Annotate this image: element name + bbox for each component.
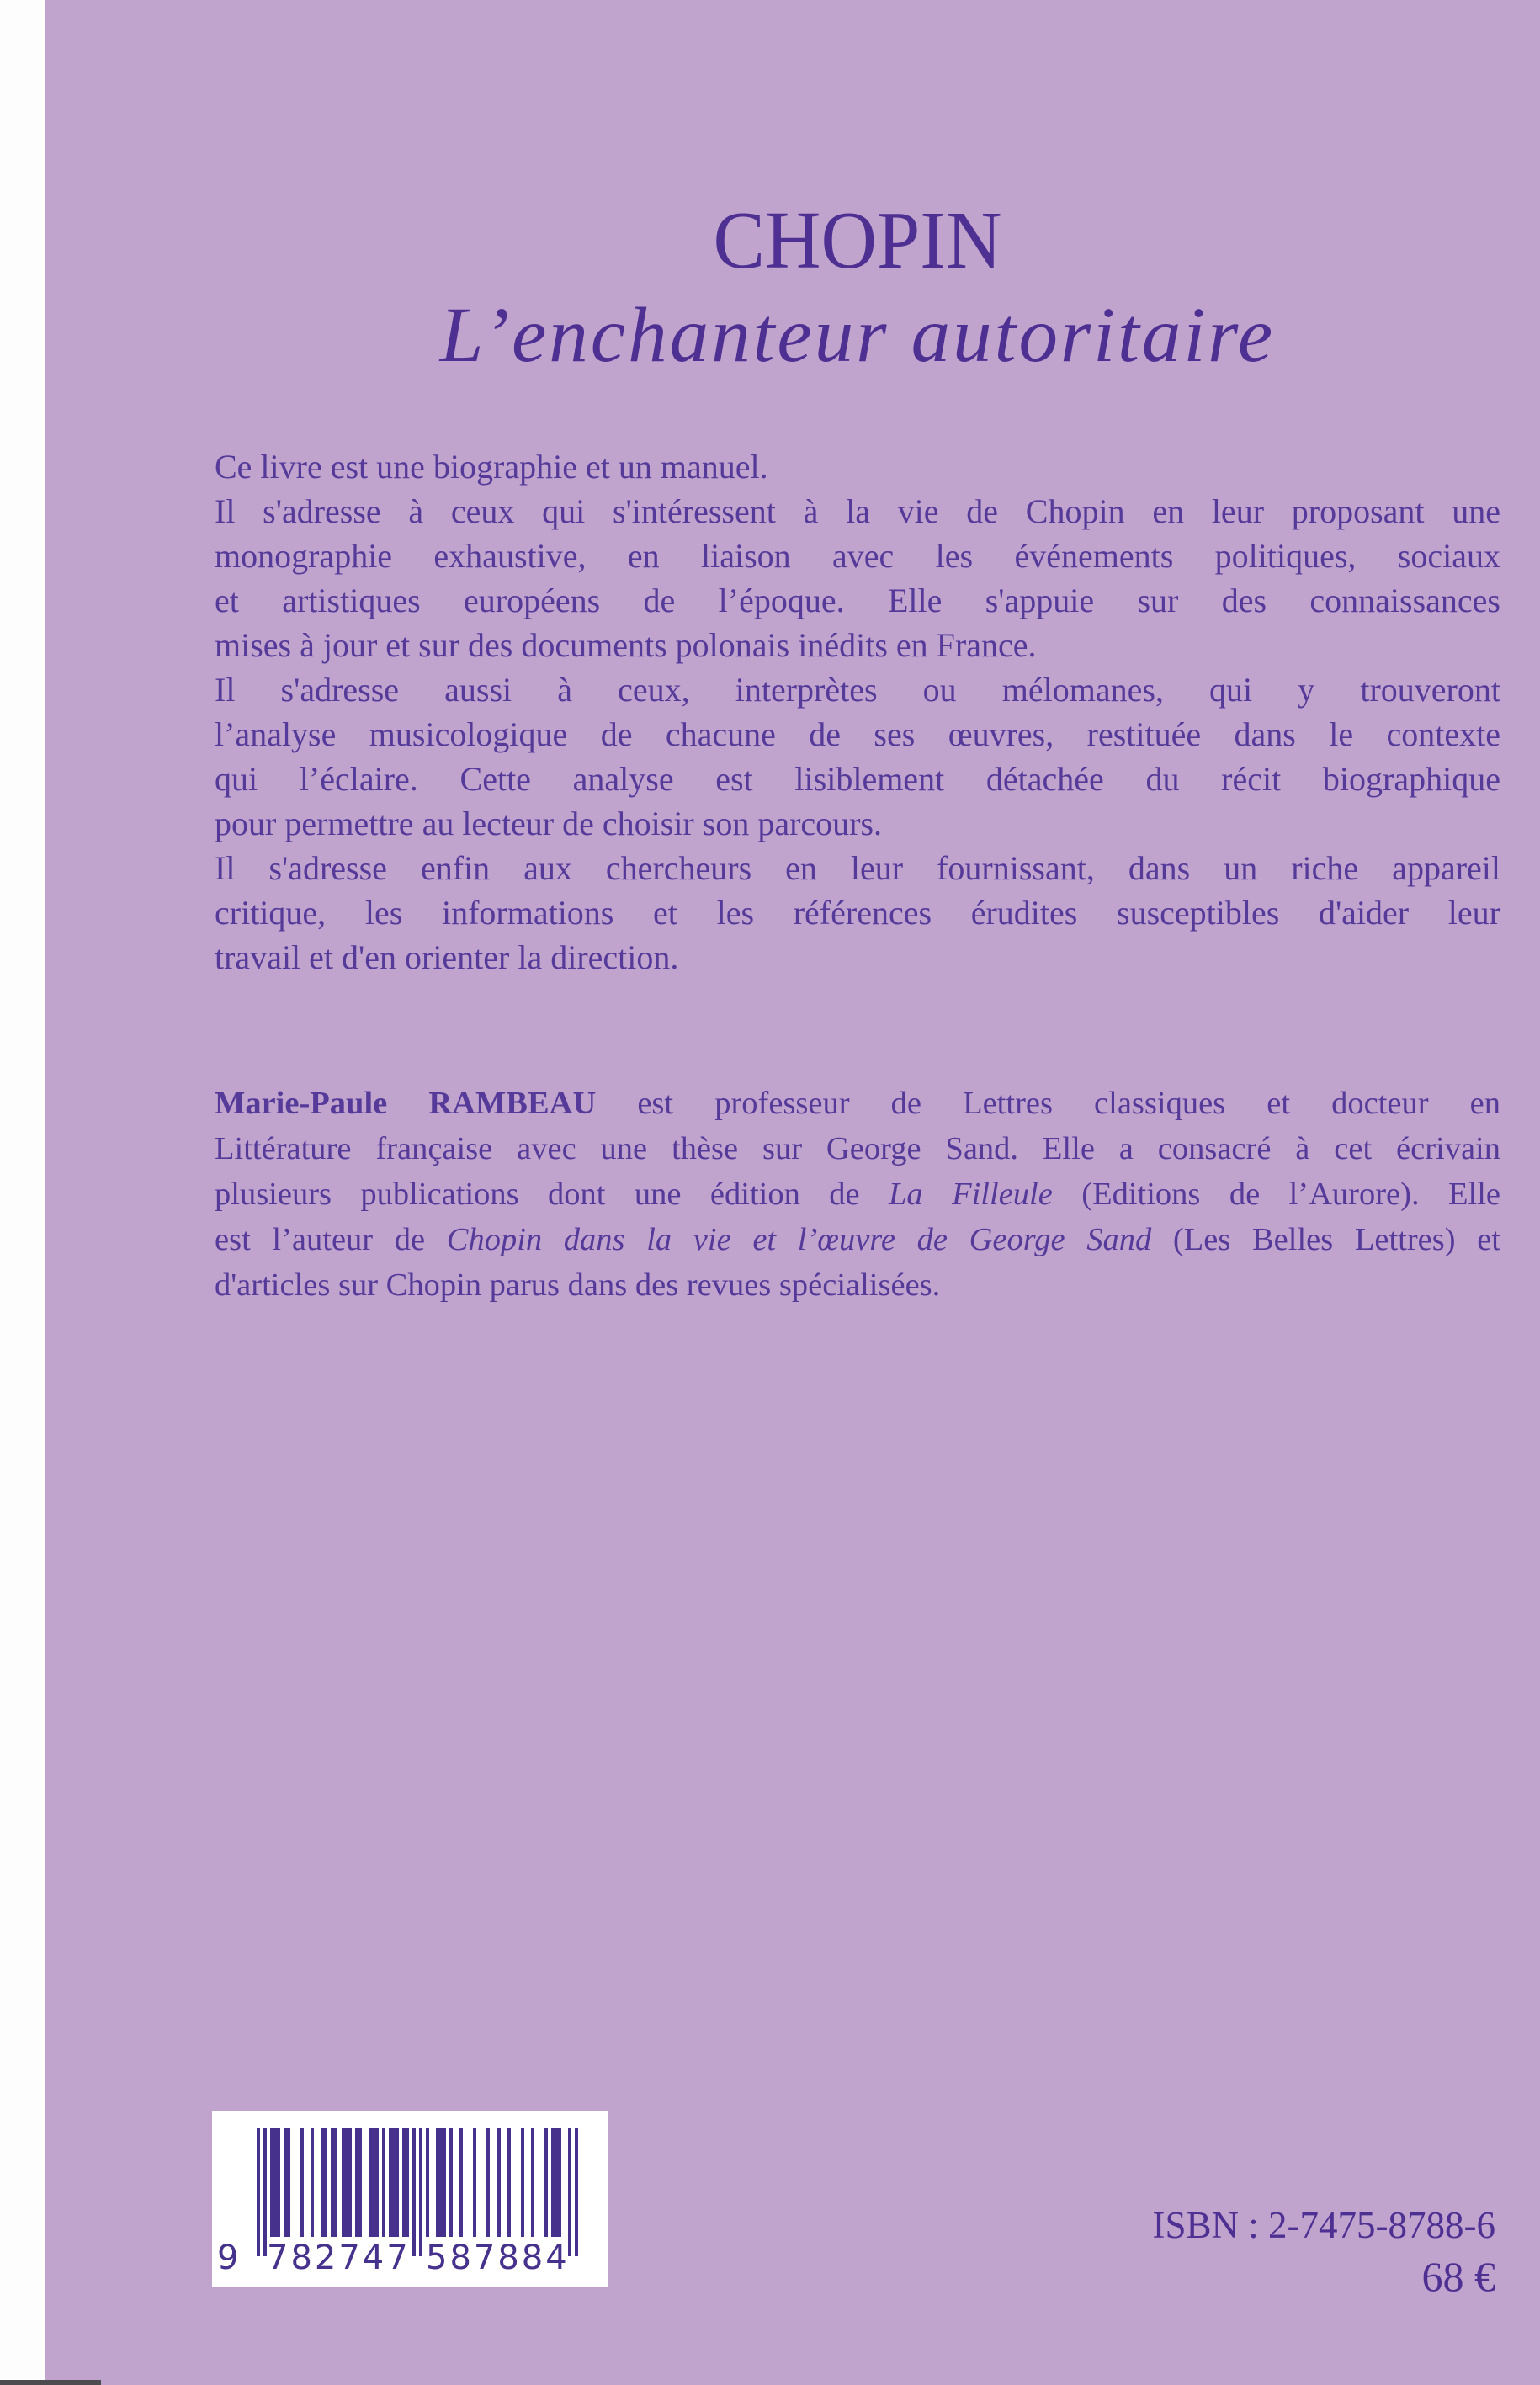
text-line: l’analyse musicologique de chacune de ses œuvres, restituée dans le contexte [215, 715, 1500, 753]
barcode-bar [449, 2128, 453, 2237]
barcode-panel [212, 2111, 608, 2287]
barcode-bar [551, 2128, 561, 2237]
text-line: et artistiques européens de l’époque. Elle s'appuie sur des connaissances [215, 582, 1500, 619]
barcode-bar [257, 2128, 260, 2256]
text-line: monographie exhaustive, en liaison avec les événements politiques, sociaux [215, 537, 1500, 575]
barcode-bar [575, 2128, 578, 2256]
text-line: Il s'adresse aussi à ceux, interprètes ou mélomanes, qui y trouveront [215, 671, 1500, 709]
isbn-text: ISBN : 2-7475-8788-6 [1152, 2204, 1495, 2246]
text-line: Il s'adresse à ceux qui s'intéressent à la vie de Chopin en leur proposant une [215, 492, 1500, 530]
barcode-bar [321, 2128, 327, 2237]
barcode-bar [459, 2128, 463, 2237]
barcode-bar [568, 2128, 571, 2256]
barcode-bar [300, 2128, 304, 2237]
page-title: CHOPIN [713, 195, 1002, 285]
barcode-bar [497, 2128, 500, 2237]
barcode-bar [311, 2128, 314, 2237]
barcode-digits-right: 587884 [426, 2239, 570, 2277]
barcode-bars [257, 2128, 578, 2256]
scan-artifact-strip [0, 2380, 101, 2385]
barcode-bar [531, 2128, 534, 2237]
barcode-bar [331, 2128, 337, 2237]
barcode-bar [270, 2128, 280, 2237]
text-line: d'articles sur Chopin parus dans des revues spécialisées. [215, 1267, 941, 1303]
barcode-bar [436, 2128, 446, 2237]
barcode-bar [382, 2128, 385, 2237]
price-text: 68 € [1421, 2253, 1495, 2300]
text-line: pour permettre au lecteur de choisir son parcours. [215, 805, 883, 842]
text-line: est l’auteur de Chopin dans la vie et l’œuvre de George Sand (Les Belles Lettres) et [215, 1222, 1501, 1257]
text-line: Ce livre est une biographie et un manuel. [215, 448, 768, 486]
barcode-bar [355, 2128, 362, 2237]
text-line: Marie-Paule RAMBEAU est professeur de Lettres classiques et docteur en [215, 1086, 1500, 1121]
barcode-bar [507, 2128, 511, 2237]
book-description [215, 444, 1500, 980]
barcode-bar [402, 2128, 409, 2237]
barcode-bar [284, 2128, 290, 2237]
author-bio [215, 1081, 1500, 1308]
text-line: Il s'adresse enfin aux chercheurs en leur fournissant, dans un riche appareil [215, 849, 1500, 887]
barcode-bar [486, 2128, 490, 2237]
barcode-bar [342, 2128, 352, 2237]
text-line: mises à jour et sur des documents polonais inédits en France. [215, 626, 1037, 664]
page-subtitle: L’enchanteur autoritaire [439, 292, 1276, 379]
barcode-bar [369, 2128, 379, 2237]
barcode-bar [263, 2128, 267, 2256]
text-line: travail et d'en orienter la direction. [215, 938, 679, 976]
text-line: qui l’éclaire. Cette analyse est lisiblement détachée du récit biographique [215, 760, 1500, 798]
barcode-bar [544, 2128, 548, 2237]
barcode-bar [412, 2128, 416, 2256]
barcode-digit-first: 9 [217, 2239, 239, 2277]
barcode-digits-left: 782747 [267, 2239, 411, 2277]
text-line: plusieurs publications dont une édition de La Filleule (Editions de l’Aurore). Elle [215, 1177, 1500, 1212]
barcode-bar [473, 2128, 476, 2237]
text-line: critique, les informations et les références érudites susceptibles d'aider leur [215, 894, 1500, 932]
barcode-bar [426, 2128, 429, 2237]
text-line: Littérature française avec une thèse sur George Sand. Elle a consacré à cet écrivain [215, 1131, 1500, 1166]
barcode-bar [419, 2128, 422, 2256]
barcode-bar [389, 2128, 399, 2237]
barcode-bar [521, 2128, 524, 2237]
